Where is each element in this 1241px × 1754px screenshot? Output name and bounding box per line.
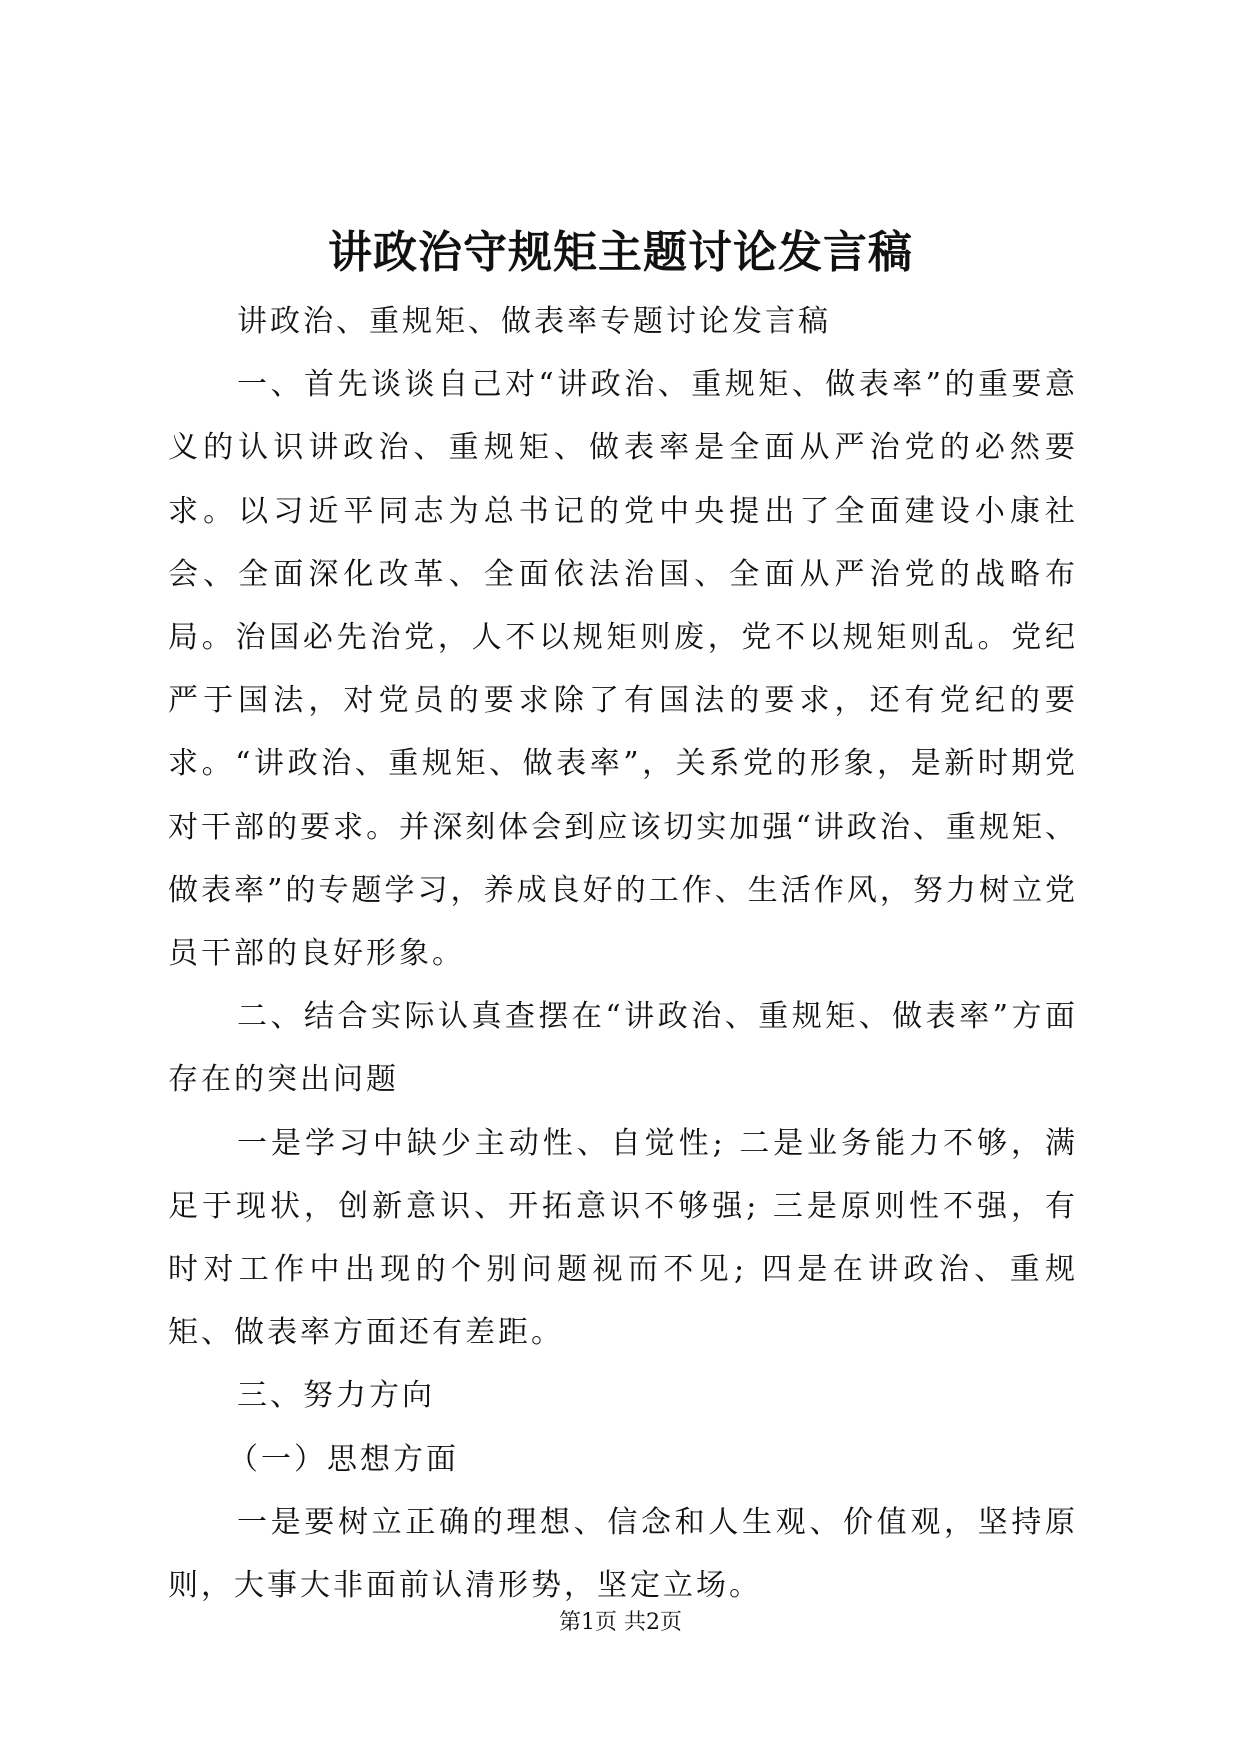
paragraph-thought-item-one: 一是要树立正确的理想、信念和人生观、价值观，坚持原则，大事大非面前认清形势，坚定立场。 [168, 1504, 1078, 1604]
paragraph-subsection-thought: （一）思想方面 [228, 1441, 459, 1477]
document-body [168, 290, 1078, 1617]
paragraph-section-three-heading: 三、努力方向 [237, 1378, 435, 1414]
paragraph-subtitle: 讲政治、重规矩、做表率专题讨论发言稿 [237, 304, 831, 339]
page-footer [0, 1608, 1241, 1638]
paragraph-problems: 一是学习中缺少主动性、自觉性; 二是业务能力不够，满足于现状，创新意识、开拓意识不够强; 三是原则性不强，有时对工作中出现的个别问题视而不见; 四是在讲政治、重规矩、做表率方面还有差距。 [168, 1125, 1078, 1351]
paragraph-section-one: 一、首先谈谈自己对“讲政治、重规矩、做表率”的重要意义的认识讲政治、重规矩、做表率是全面从严治党的必然要求。以习近平同志为总书记的党中央提出了全面建设小康社会、全面深化改革、全面依法治国、全面从严治党的战略布局。治国必先治党，人不以规矩则废，党不以规矩则乱。党纪严于国法，对党员的要求除了有国法的要求，还有党纪的要求。“讲政治、重规矩、做表率”，关系党的形象，是新时期党对干部的要求。并深刻体会到应该切实加强“讲政治、重规矩、做表率”的专题学习，养成良好的工作、生活作风，努力树立党员干部的良好形象。 [168, 367, 1078, 972]
paragraph-section-two-heading: 二、结合实际认真查摆在“讲政治、重规矩、做表率”方面存在的突出问题 [168, 999, 1078, 1098]
document-title: 讲政治守规矩主题讨论发言稿 [328, 227, 913, 278]
page-number-label: 第1页 共2页 [559, 1610, 682, 1635]
